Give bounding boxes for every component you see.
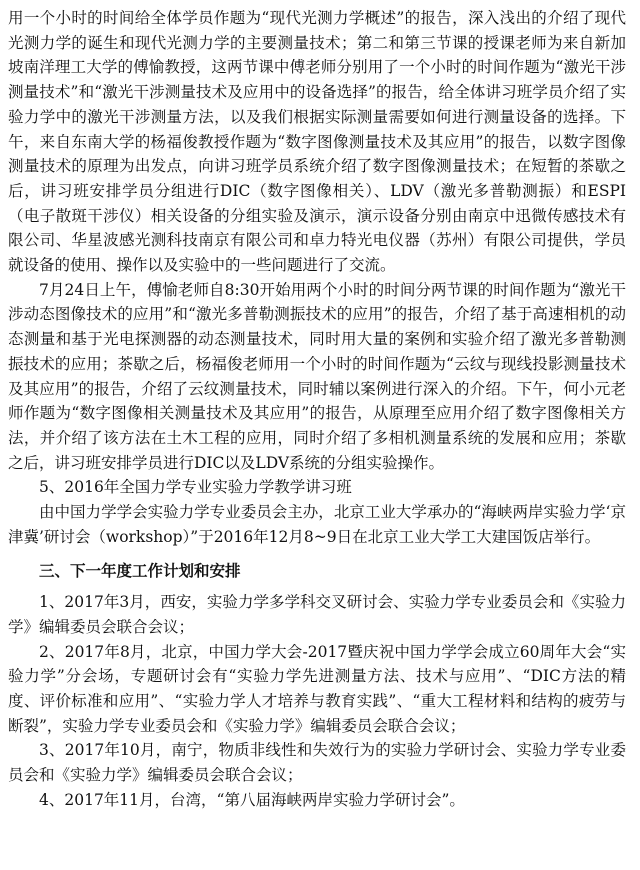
section-heading: 三、下一年度工作计划和安排 — [39, 562, 241, 581]
plan-item: 1、2017年3月，西安，实验力学多学科交叉研讨会、实验力学专业委员会和《实验力学》编辑委员会联合会议； — [8, 593, 626, 636]
subsection-title: 5、2016年全国力学专业实验力学教学讲习班 — [39, 478, 352, 497]
body-paragraph: 7月24日上午，傅愉老师自8:30开始用两个小时的时间分两节课的时间作题为“激光干涉动态图像技术的应用”和“激光多普勒测振技术的应用”的报告，介绍了基于高速相机的动态测量和基于光电探测器的动态测量技术，同时用大量的案例和实验介绍了激光多普勒测振技术的应用；茶歇之后，杨福俊老师用一个小时的时间作题为“云纹与现线投影测量技术及其应用”的报告，介绍了云纹测量技术，同时辅以案例进行深入的介绍。下午，何小元老师作题为“数字图像相关测量技术及其应用”的报告，从原理至应用介绍了数字图像相关方法，并介绍了该方法在土木工程的应用，同时介绍了多相机测量系统的发展和应用；茶歇之后，讲习班安排学员进行DIC以及LDV系统的分组实验操作。 — [8, 280, 626, 472]
plan-item: 2、2017年8月，北京，中国力学大会-2017暨庆祝中国力学学会成立60周年大会“实验力学”分会场，专题研讨会有“实验力学先进测量方法、技术与应用”、“DIC方法的精度、评价标准和应用”、“实验力学人才培养与教育实践”、“重大工程材料和结构的疲劳与断裂”，实验力学专业委员会和《实验力学》编辑委员会联合会议； — [8, 642, 626, 735]
body-paragraph: 用一个小时的时间给全体学员作题为“现代光测力学概述”的报告，深入浅出的介绍了现代光测力学的诞生和现代光测力学的主要测量技术；第二和第三节课的授课老师为来自新加坡南洋理工大学的傅愉教授，这两节课中傅老师分别用了一个小时的时间作题为“激光干涉测量技术”和“激光干涉测量技术及应用中的设备选择”的报告，给全体讲习班学员介绍了实验力学中的激光干涉测量方法，以及我们根据实际测量需要如何进行测量设备的选择。下午，来自东南大学的杨福俊教授作题为“数字图像测量技术及其应用”的报告，以数字图像测量技术的原理为出发点，向讲习班学员系统介绍了数字图像测量技术；在短暂的茶歇之后，讲习班安排学员分组进行DIC（数字图像相关）、LDV（激光多普勒测振）和ESPI（电子散斑干涉仪）相关设备的分组实验及演示，演示设备分别由南京中迅微传感技术有限公司、华星波感光测科技南京有限公司和卓力特光电仪器（苏州）有限公司提供，学员就设备的使用、操作以及实验中的一些问题进行了交流。 — [8, 9, 626, 275]
plan-item: 4、2017年11月，台湾，“第八届海峡两岸实验力学研讨会”。 — [39, 790, 465, 809]
body-paragraph: 由中国力学学会实验力学专业委员会主办，北京工业大学承办的“海峡两岸实验力学‘京津冀’研讨会（workshop）”于2016年12月8~9日在北京工业大学工大建国饭店举行。 — [8, 503, 626, 546]
plan-item: 3、2017年10月，南宁，物质非线性和失效行为的实验力学研讨会、实验力学专业委员会和《实验力学》编辑委员会联合会议； — [8, 741, 626, 785]
